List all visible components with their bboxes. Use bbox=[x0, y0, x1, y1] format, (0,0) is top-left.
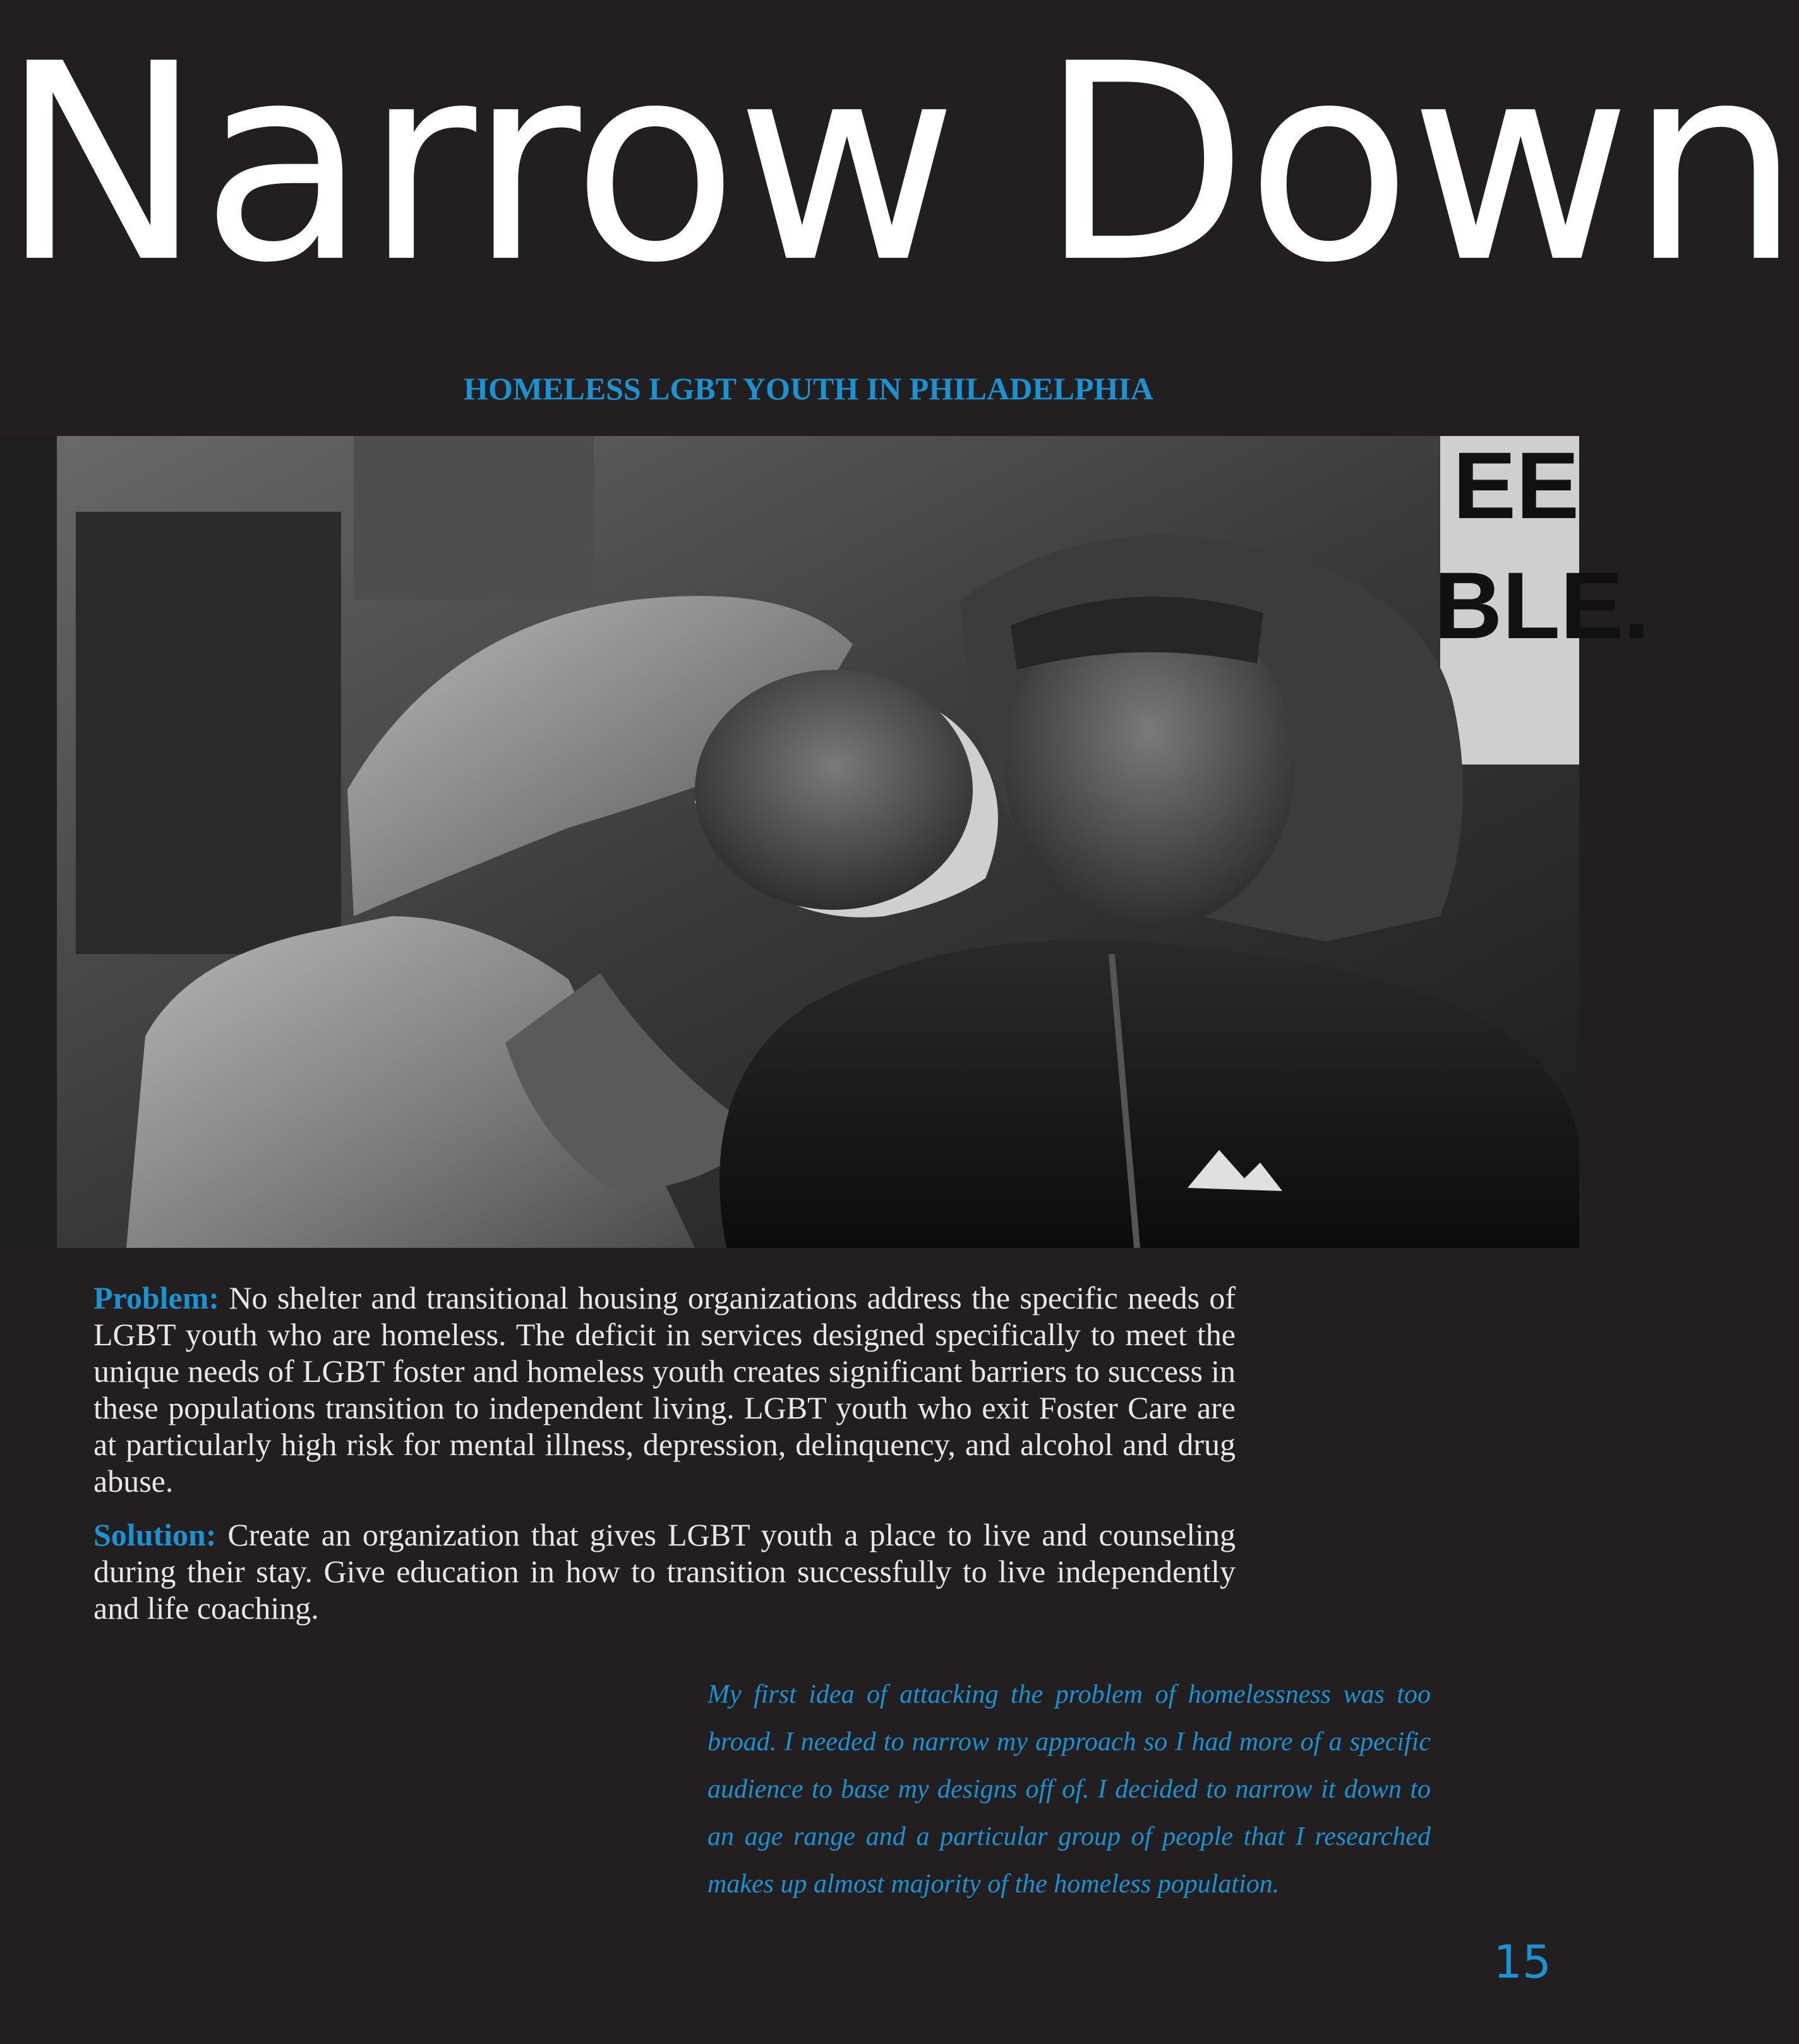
page-subtitle: HOMELESS LGBT YOUTH IN PHILADELPHIA bbox=[464, 371, 1153, 406]
problem-label: Problem: bbox=[93, 1280, 220, 1315]
solution-paragraph bbox=[93, 1516, 1236, 1626]
page-number: 15 bbox=[1493, 1935, 1551, 1988]
page-title: Narrow Down bbox=[0, 6, 1799, 322]
solution-label: Solution: bbox=[93, 1517, 217, 1552]
problem-text: No shelter and transitional housing organizations address the specific needs of LGBT youth who are homeless. The deficit in services designed specifically to meet the unique needs of LGBT foster and homeless youth creates significant barriers to success in these populations transition to independent living. LGBT youth who exit Foster Care are at particularly high risk for mental illness, depression, delinquency, and alcohol and drug abuse. bbox=[93, 1280, 1236, 1499]
solution-text: Create an organization that gives LGBT youth a place to live and counseling during their stay. Give education in how to transition successfully to live independently and life coaching. bbox=[93, 1517, 1236, 1626]
reflection-note: My first idea of attacking the problem of homelessness was too broad. I needed to narrow my approach so I had more of a specific audience to base my designs off of. I decided to narrow it down to an age range and a particular group of people that I researched makes up almost majority of the homeless population. bbox=[707, 1680, 1431, 1899]
problem-paragraph bbox=[93, 1279, 1236, 1499]
feature-photo-graphic bbox=[0, 432, 1650, 1248]
sign-fragment-top: EE bbox=[1453, 432, 1580, 538]
feature-photo bbox=[0, 432, 1650, 1248]
sign-fragment-bottom: BLE. bbox=[1434, 552, 1650, 658]
